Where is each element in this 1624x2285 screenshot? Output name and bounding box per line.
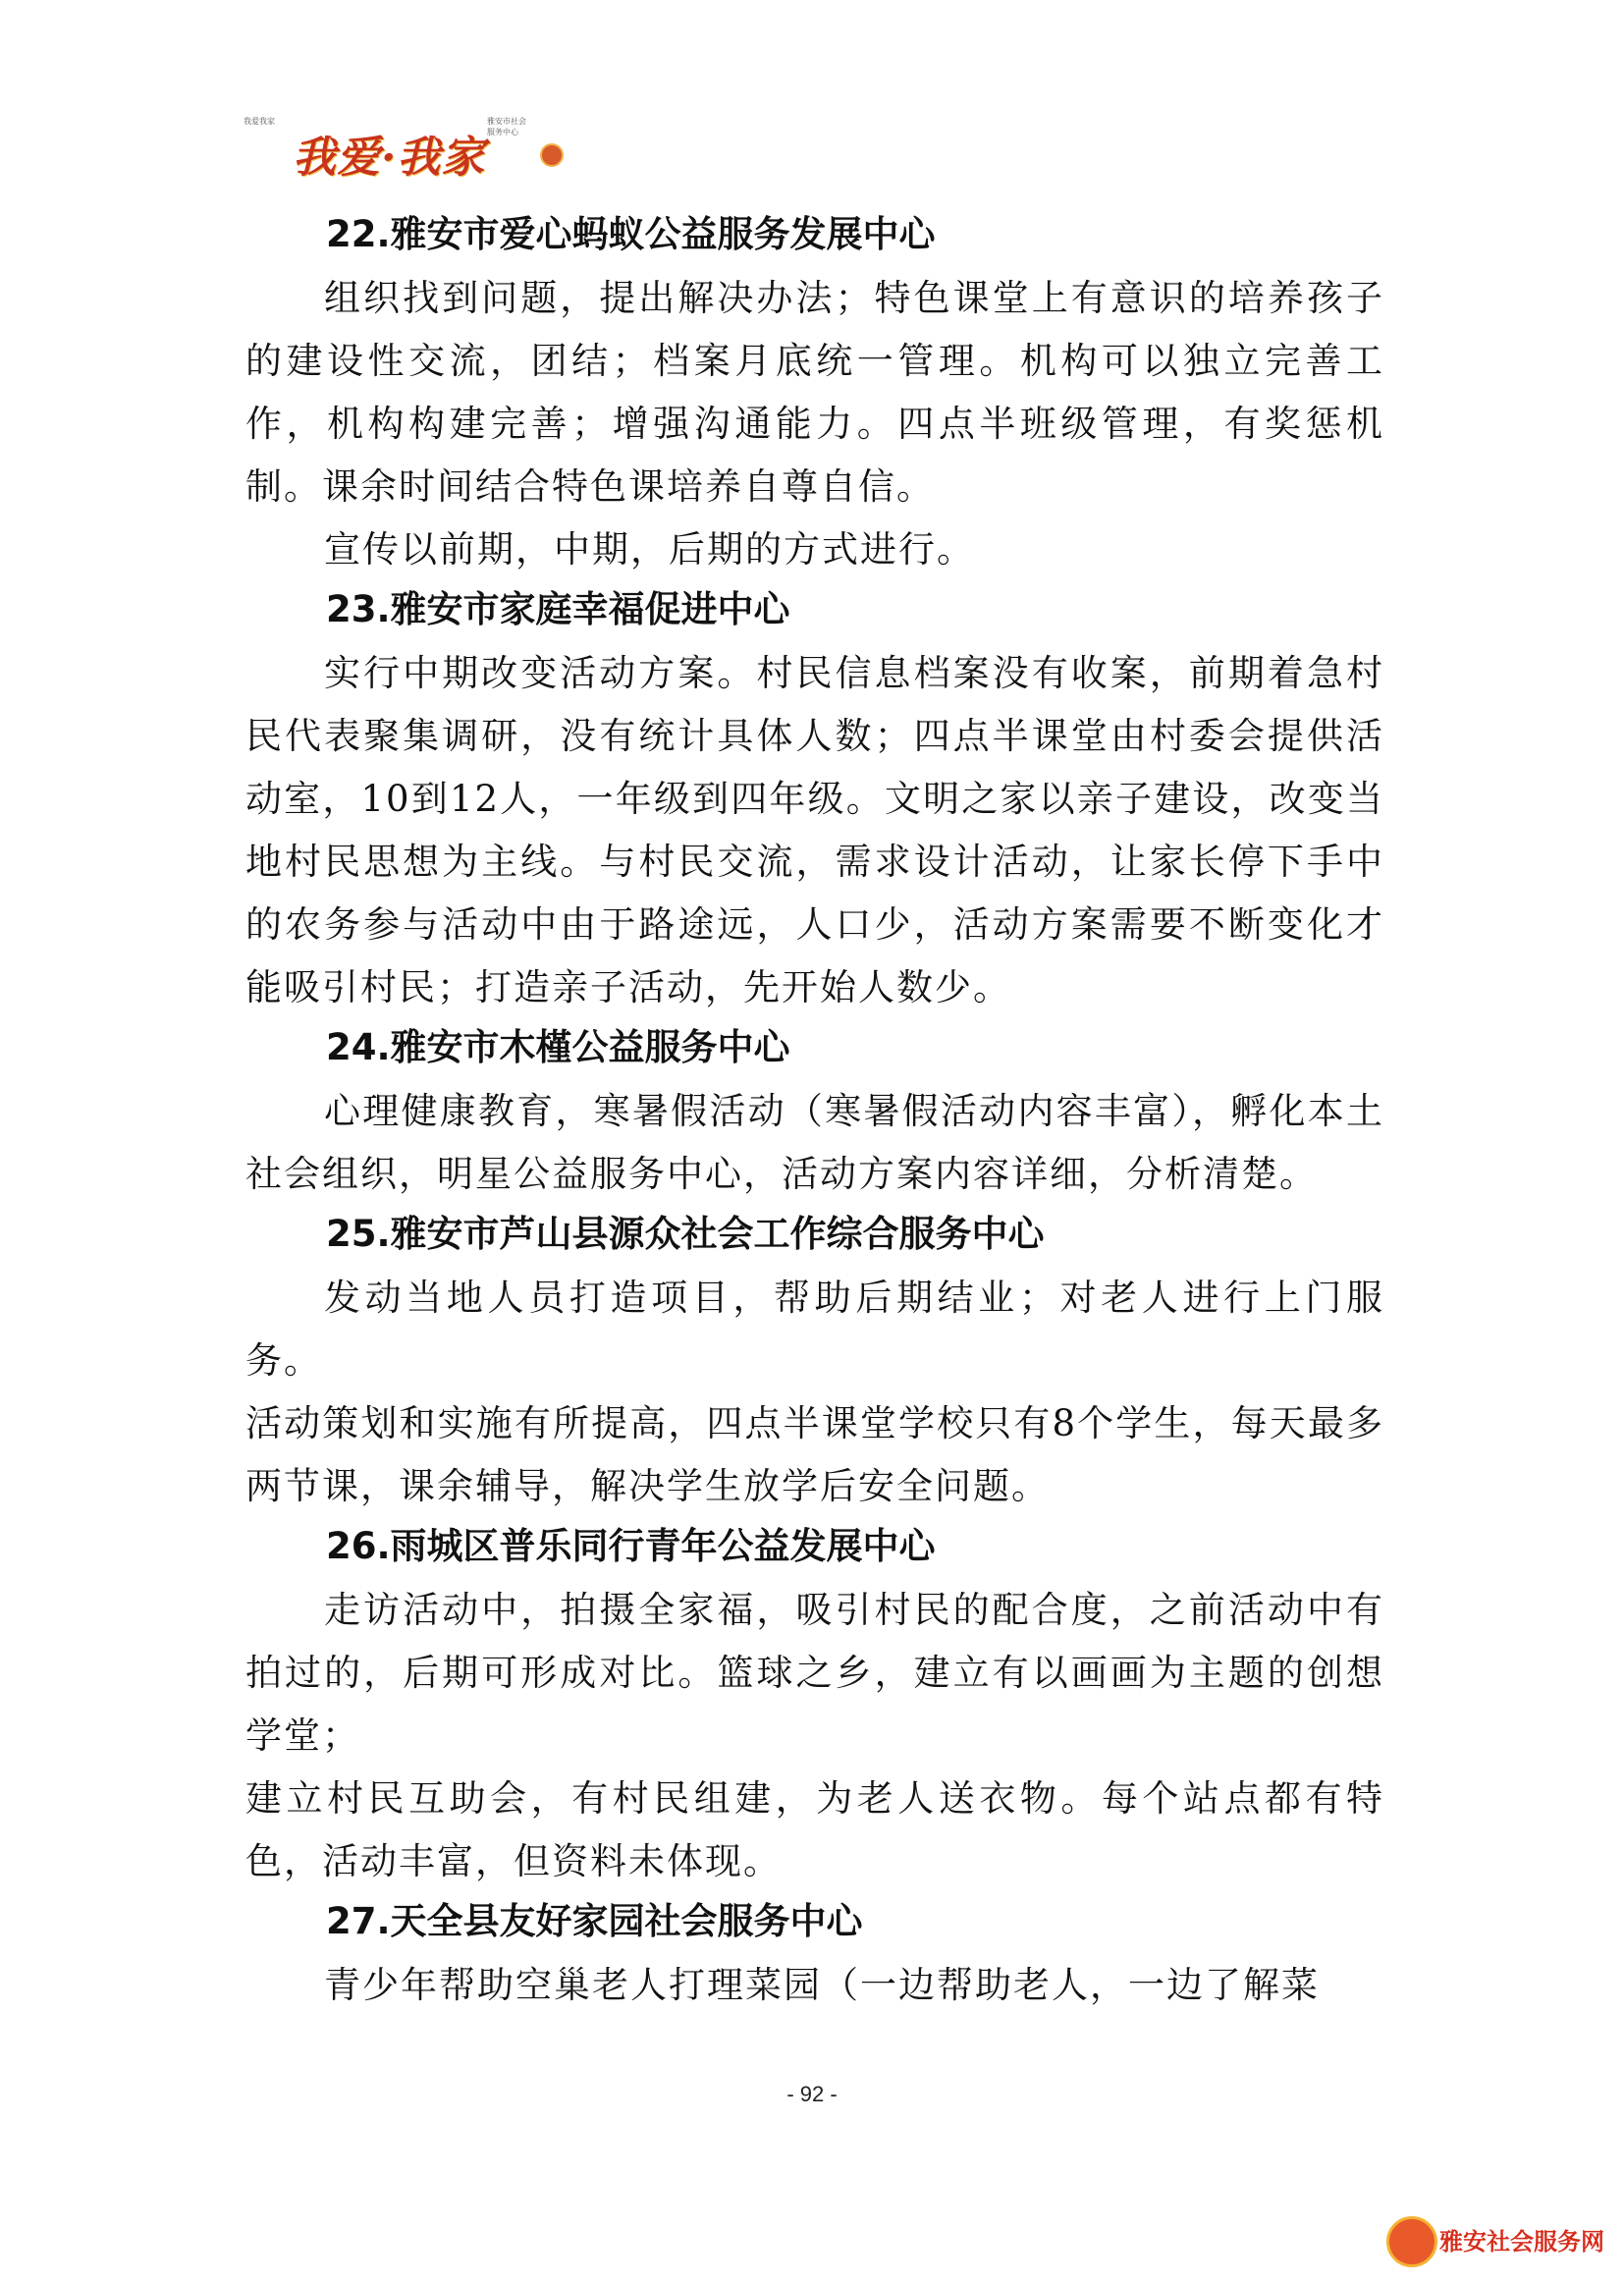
- paragraph: 活动策划和实施有所提高，四点半课堂学校只有8个学生，每天最多两节课，课余辅导，解决学生放学后安全问题。: [245, 1402, 1384, 1507]
- paragraph: 走访活动中，拍摄全家福，吸引村民的配合度，之前活动中有拍过的，后期可形成对比。篮球之乡，建立有以画画为主题的创想学堂；: [245, 1589, 1384, 1757]
- watermark-text: 雅安社会服务网: [1439, 2228, 1604, 2256]
- paragraph: 心理健康教育，寒暑假活动（寒暑假活动内容丰富），孵化本土社会组织，明星公益服务中心，活动方案内容详细，分析清楚。: [245, 1090, 1384, 1195]
- brand-logo-text: 我爱·我家: [293, 133, 486, 183]
- paragraph: 宣传以前期，中期，后期的方式进行。: [324, 528, 975, 571]
- section-heading: 25.雅安市芦山县源众社会工作综合服务中心: [326, 1213, 1045, 1255]
- paragraph: 建立村民互助会，有村民组建，为老人送衣物。每个站点都有特色，活动丰富，但资料未体现。: [245, 1777, 1384, 1882]
- section-heading: 23.雅安市家庭幸福促进中心: [326, 588, 790, 630]
- site-watermark: [1386, 2212, 1606, 2267]
- paragraph: 发动当地人员打造项目，帮助后期结业；对老人进行上门服务。: [245, 1277, 1384, 1382]
- section-heading: 27.天全县友好家园社会服务中心: [326, 1900, 863, 1942]
- section-heading: 22.雅安市爱心蚂蚁公益服务发展中心: [326, 213, 936, 255]
- paragraph: 青少年帮助空巢老人打理菜园（一边帮助老人，一边了解菜: [324, 1964, 1320, 2006]
- paragraph: 实行中期改变活动方案。村民信息档案没有收案，前期着急村民代表聚集调研，没有统计具体人数；四点半课堂由村委会提供活动室，10到12人，一年级到四年级。文明之家以亲子建设，改变当地村民思想为主线。与村民交流，需求设计活动，让家长停下手中的农务参与活动中由于路途远，人口少，活动方案需要不断变化才能吸引村民；打造亲子活动，先开始人数少。: [245, 652, 1384, 1008]
- brand-seal-icon: [540, 143, 564, 167]
- paragraph: 组织找到问题，提出解决办法；特色课堂上有意识的培养孩子的建设性交流，团结；档案月底统一管理。机构可以独立完善工作，机构构建完善；增强沟通能力。四点半班级管理，有奖惩机制。课余时间结合特色课培养自尊自信。: [245, 277, 1384, 508]
- header-right-caption: 雅安市社会服务中心: [487, 117, 526, 136]
- section-heading: 26.雨城区普乐同行青年公益发展中心: [326, 1525, 936, 1567]
- page-number: - 92 -: [786, 2082, 838, 2106]
- page-header: [244, 114, 558, 192]
- document-body: [245, 206, 1384, 2017]
- section-heading: 24.雅安市木槿公益服务中心: [326, 1026, 790, 1068]
- header-left-caption: 我爱我家: [244, 117, 275, 126]
- heart-logo-icon: [1386, 2216, 1437, 2267]
